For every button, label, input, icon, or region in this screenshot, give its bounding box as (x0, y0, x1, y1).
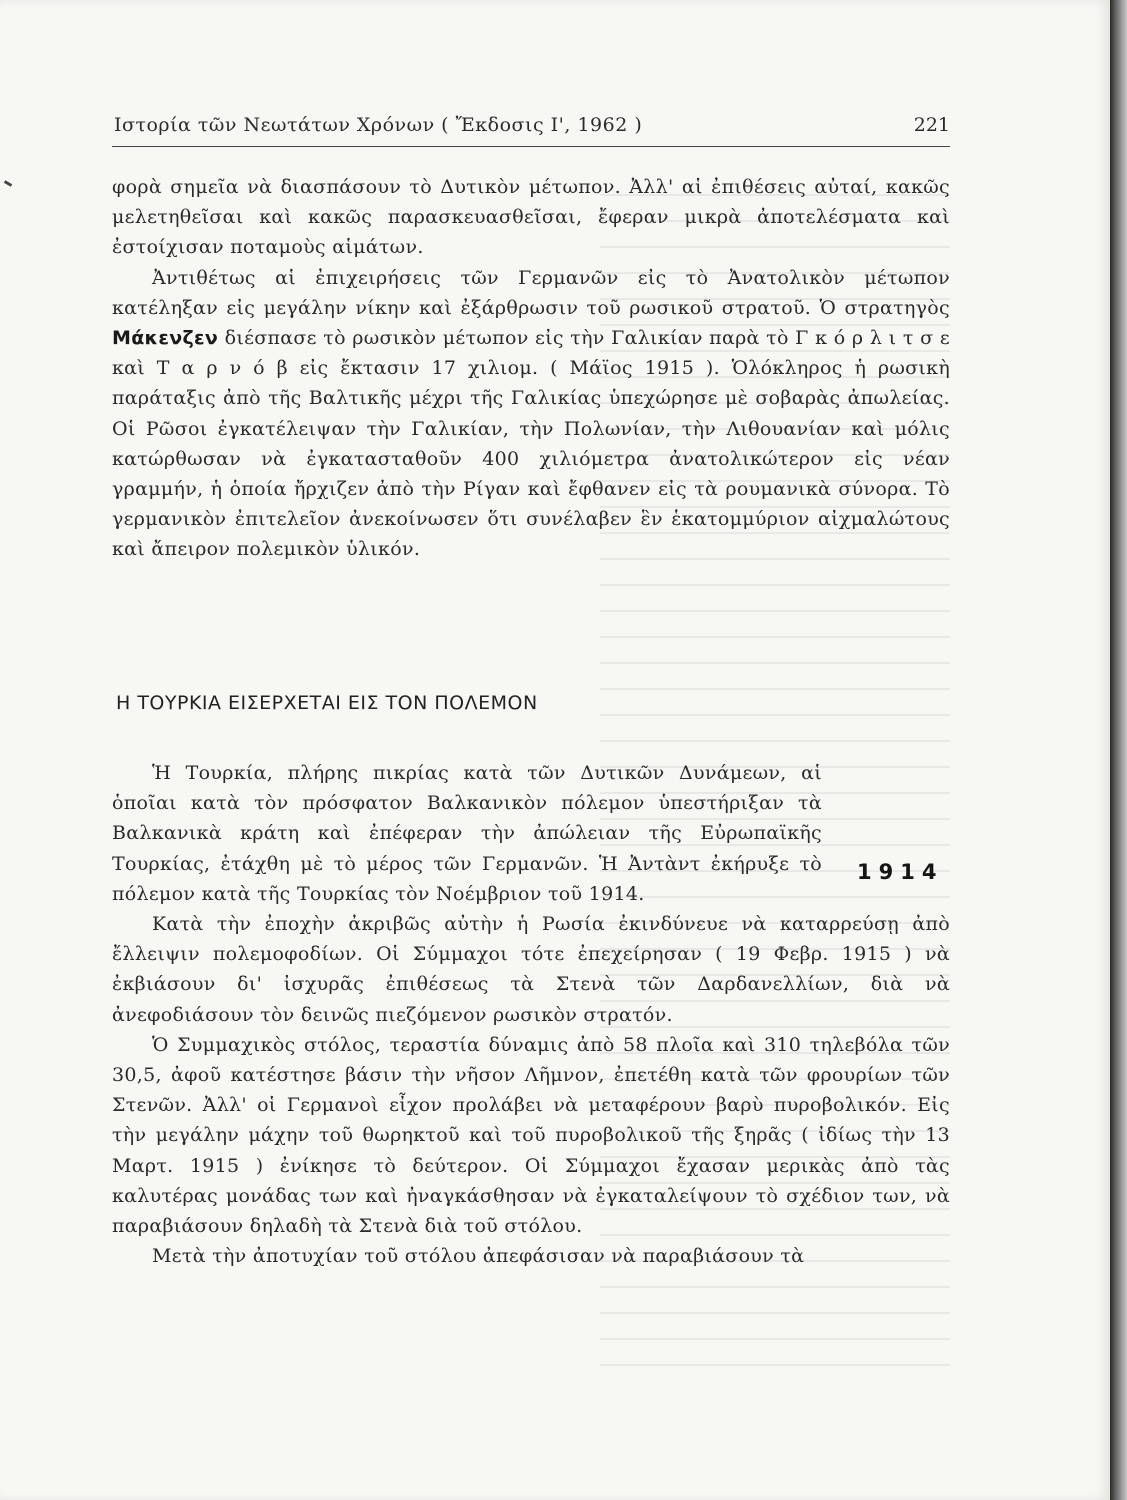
paragraph: φορὰ σημεῖα νὰ διασπάσουν τὸ Δυτικὸν μέτωπον. Ἀλλ' αἱ ἐπιθέσεις αὐταί, κακῶς μελετηθεῖσαι καὶ κακῶς παρασκευασθεῖσαι, ἔφεραν μικρὰ ἀποτελέσματα καὶ ἐστοίχισαν ποταμοὺς αἱμάτων. (112, 176, 950, 259)
section-heading: Η ΤΟΥΡΚΙΑ ΕΙΣΕΡΧΕΤΑΙ ΕΙΣ ΤΟΝ ΠΟΛΕΜΟΝ (116, 692, 538, 714)
paragraph: Μετὰ τὴν ἀποτυχίαν τοῦ στόλου ἀπεφάσισαν νὰ παραβιάσουν τὰ (152, 1245, 805, 1268)
paragraph (112, 263, 950, 565)
section-body-1 (112, 172, 950, 565)
running-title: Ιστορία τῶν Νεωτάτων Χρόνων ( Ἔκδοσις Ι', 1962 ) (114, 114, 643, 136)
page-number: 221 (913, 114, 950, 136)
paragraph: Κατὰ τὴν ἐποχὴν ἀκριβῶς αὐτὴν ἡ Ρωσία ἐκινδύνευε νὰ καταρρεύσῃ ἀπὸ ἔλλειψιν πολεμοφοδίων. Οἱ Σύμμαχοι τότε ἐπεχείρησαν ( 19 Φεβρ. 1915 ) νὰ ἐκβιάσουν δι' ἰσχυρᾶς ἐπιθέσεως τὰ Στενὰ τῶν Δαρδανελλίων, διὰ νὰ ἀνεφοδιάσουν τὸν δεινῶς πιεζόμενον ρωσικὸν στρατόν. (112, 913, 950, 1026)
paragraph: Ἡ Τουρκία, πλήρης πικρίας κατὰ τῶν Δυτικῶν Δυνάμεων, αἱ ὁποῖαι κατὰ τὸν πρόσφατον Βαλκανικὸν πόλεμον ὑπεστήριξαν τὰ Βαλκανικὰ κράτη καὶ ἐπέφεραν τὴν ἀπώλειαν τῆς Εὐρωπαϊκῆς Τουρκίας, ἐτάχθη μὲ τὸ μέρος τῶν Γερμανῶν. Ἡ Ἀντὰντ ἐκήρυξε τὸ πόλεμον κατὰ τῆς Τουρκίας τὸν Νοέμβριον τοῦ 1914. (112, 762, 822, 905)
paragraph: Ὁ Συμμαχικὸς στόλος, τεραστία δύναμις ἀπὸ 58 πλοῖα καὶ 310 τηλεβόλα τῶν 30,5, ἀφοῦ κατέστησε βάσιν τὴν νῆσον Λῆμνον, ἐπετέθη κατὰ τῶν φρουρίων τῶν Στενῶν. Ἀλλ' οἱ Γερμανοὶ εἶχον προλάβει νὰ μεταφέρουν βαρὺ πυροβολικόν. Εἰς τὴν μεγάλην μάχην τοῦ θωρηκτοῦ καὶ τοῦ πυροβολικοῦ τῆς ξηρᾶς ( ἰδίως τὴν 13 Μαρτ. 1915 ) ἐνίκησε τὸ δεύτερον. Οἱ Σύμμαχοι ἔχασαν μερικὰς ἀπὸ τὰς καλυτέρας μονάδας των καὶ ἠναγκάσθησαν νὰ ἐγκαταλείψουν τὸ σχέδιον των, νὰ παραβιάσουν δηλαδὴ τὰ Στενὰ διὰ τοῦ στόλου. (112, 1033, 950, 1238)
running-head (112, 110, 950, 147)
page-edge (1110, 0, 1127, 1500)
margin-year: 1914 (857, 860, 944, 884)
paragraph-text: Ἀντιθέτως αἱ ἐπιχειρήσεις τῶν Γερμανῶν εἰς τὸ Ἀνατολικὸν μέτωπον κατέληξαν εἰς μεγάλην νίκην καὶ ἐξάρθρωσιν τοῦ ρωσικοῦ στρατοῦ. Ὁ στρατηγὸς (112, 266, 950, 319)
section-body-2 (112, 758, 950, 1271)
margin-mark (4, 180, 12, 187)
paragraph-text: διέσπασε τὸ ρωσικὸν μέτωπον εἰς τὴν Γαλικίαν παρὰ τὸ Γ κ ό ρ λ ι τ σ ε καὶ Τ α ρ ν ό β εἰς ἔκτασιν 17 χιλιομ. ( Μάϊος 1915 ). Ὁλόκληρος ἡ ρωσικὴ παράταξις ἀπὸ τῆς Βαλτικῆς μέχρι τῆς Γαλικίας ὑπεχώρησε μὲ σοβαρὰς ἀπωλείας. Οἱ Ρῶσοι ἐγκατέλειψαν τὴν Γαλικίαν, τὴν Πολωνίαν, τὴν Λιθουανίαν καὶ μόλις κατώρθωσαν νὰ ἐγκατασταθοῦν 400 χιλιόμετρα ἀνατολικώτερον εἰς νέαν γραμμήν, ἡ ὁποία ἤρχιζεν ἀπὸ τὴν Ρίγαν καὶ ἔφθανεν εἰς τὰ ρουμανικὰ σύνορα. Τὸ γερμανικὸν ἐπιτελεῖον ἀνεκοίνωσεν ὅτι συνέλαβεν ἓν ἑκατομμύριον αἰχμαλώτους καὶ ἄπειρον πολεμικὸν ὑλικόν. (112, 327, 950, 561)
general-name: Μάκενζεν (112, 327, 219, 350)
